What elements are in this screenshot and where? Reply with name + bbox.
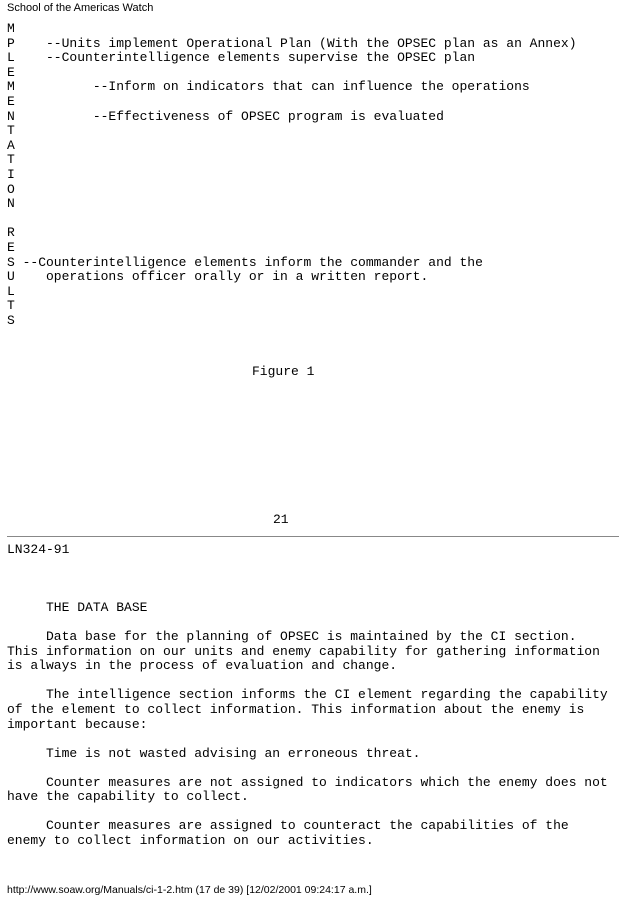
text-line: is always in the process of evaluation and change. xyxy=(7,658,398,674)
text-line xyxy=(7,805,608,820)
text-line: R xyxy=(7,225,15,241)
upper-text-block xyxy=(7,22,577,328)
text-line: N --Effectiveness of OPSEC program is evaluated xyxy=(7,108,444,124)
text-line: E xyxy=(7,64,15,80)
text-line xyxy=(7,616,608,631)
text-line: M --Inform on indicators that can influence the operations xyxy=(7,79,530,95)
text-line: E xyxy=(7,239,15,255)
text-line: have the capability to collect. xyxy=(7,789,249,805)
text-line: T xyxy=(7,152,15,168)
text-line: A xyxy=(7,137,15,153)
text-line xyxy=(7,572,608,587)
footer-url: http://www.soaw.org/Manuals/ci-1-2.htm (17 de 39) [12/02/2001 09:24:17 a.m.] xyxy=(7,884,372,896)
text-line: S xyxy=(7,312,15,328)
text-line: P --Units implement Operational Plan (With the OPSEC plan as an Annex) xyxy=(7,35,577,51)
text-line: Counter measures are assigned to counteract the capabilities of the xyxy=(7,818,569,834)
text-line: M xyxy=(7,21,15,36)
text-line: U operations officer orally or in a written report. xyxy=(7,269,429,285)
text-line xyxy=(7,558,608,573)
text-line xyxy=(7,587,608,602)
text-line: L --Counterintelligence elements supervise the OPSEC plan xyxy=(7,50,476,66)
text-line: THE DATA BASE xyxy=(7,600,148,616)
text-line: S --Counterintelligence elements inform the commander and the xyxy=(7,254,483,270)
text-line: Data base for the planning of OPSEC is maintained by the CI section. xyxy=(7,629,577,645)
text-line: L xyxy=(7,283,15,299)
text-line: Counter measures are not assigned to indicators which the enemy does not xyxy=(7,774,608,790)
text-line: LN324-91 xyxy=(7,542,70,557)
text-line xyxy=(7,212,577,227)
page-number: 21 xyxy=(273,512,289,527)
text-line xyxy=(7,674,608,689)
text-line: I xyxy=(7,166,15,182)
text-line: important because: xyxy=(7,716,148,732)
page-divider xyxy=(7,536,619,537)
text-line: T xyxy=(7,298,15,314)
page-header-title: School of the Americas Watch xyxy=(7,2,154,14)
text-line: of the element to collect information. This information about the enemy is xyxy=(7,702,585,718)
text-line: enemy to collect information on our activities. xyxy=(7,832,374,848)
text-line: Time is not wasted advising an erroneous threat. xyxy=(7,745,421,761)
text-line: N xyxy=(7,196,15,212)
text-line xyxy=(7,761,608,776)
text-line: This information on our units and enemy capability for gathering information xyxy=(7,643,600,659)
text-line: The intelligence section informs the CI element regarding the capability xyxy=(7,687,608,703)
text-line: T xyxy=(7,123,15,139)
lower-text-block xyxy=(7,543,608,848)
text-line: O xyxy=(7,181,15,197)
figure-caption: Figure 1 xyxy=(252,364,315,379)
text-line: E xyxy=(7,93,15,109)
text-line xyxy=(7,732,608,747)
